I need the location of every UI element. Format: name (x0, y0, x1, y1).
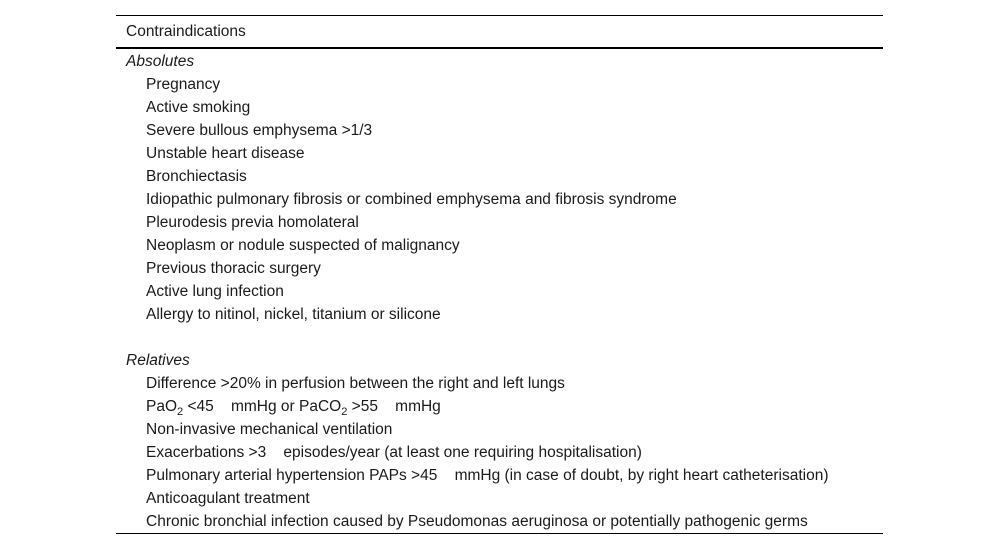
list-item: Neoplasm or nodule suspected of malignancy (146, 237, 460, 254)
pao-value: <45 mmHg or PaCO (183, 398, 342, 415)
list-item: Difference >20% in perfusion between the right and left lungs (146, 375, 565, 392)
list-item: Idiopathic pulmonary fibrosis or combined emphysema and fibrosis syndrome (146, 191, 677, 208)
table-header: Contraindications (126, 23, 246, 40)
list-item: Anticoagulant treatment (146, 490, 310, 507)
list-item: Non-invasive mechanical ventilation (146, 421, 393, 438)
list-item: Active smoking (146, 99, 251, 116)
list-item: Unstable heart disease (146, 145, 305, 162)
list-item: Allergy to nitinol, nickel, titanium or silicone (146, 306, 441, 323)
list-item: Pleurodesis previa homolateral (146, 214, 359, 231)
list-item: Pregnancy (146, 76, 221, 93)
pao-label: PaO (146, 398, 178, 415)
list-item: Exacerbations >3 episodes/year (at least one requiring hospitalisation) (146, 444, 642, 461)
list-item: Bronchiectasis (146, 168, 247, 185)
paco-subscript: 2 (341, 406, 348, 418)
section-title-relatives: Relatives (126, 352, 190, 369)
paco-value: >55 mmHg (347, 398, 441, 415)
section-spacer (116, 326, 883, 349)
list-item: Chronic bronchial infection caused by Pseudomonas aeruginosa or potentially pathogenic germs (146, 513, 808, 530)
contraindications-table (116, 15, 883, 534)
list-item: Previous thoracic surgery (146, 260, 321, 277)
table-body (116, 49, 883, 533)
list-item: Severe bullous emphysema >1/3 (146, 122, 373, 139)
list-item: Active lung infection (146, 283, 284, 300)
pao-subscript: 2 (177, 406, 184, 418)
list-item-blood-gases (116, 395, 883, 418)
section-title-absolutes: Absolutes (126, 53, 195, 70)
list-item: Pulmonary arterial hypertension PAPs >45 mmHg (in case of doubt, by right heart catheterisation) (146, 467, 829, 484)
table-bottom-rule (116, 533, 883, 534)
